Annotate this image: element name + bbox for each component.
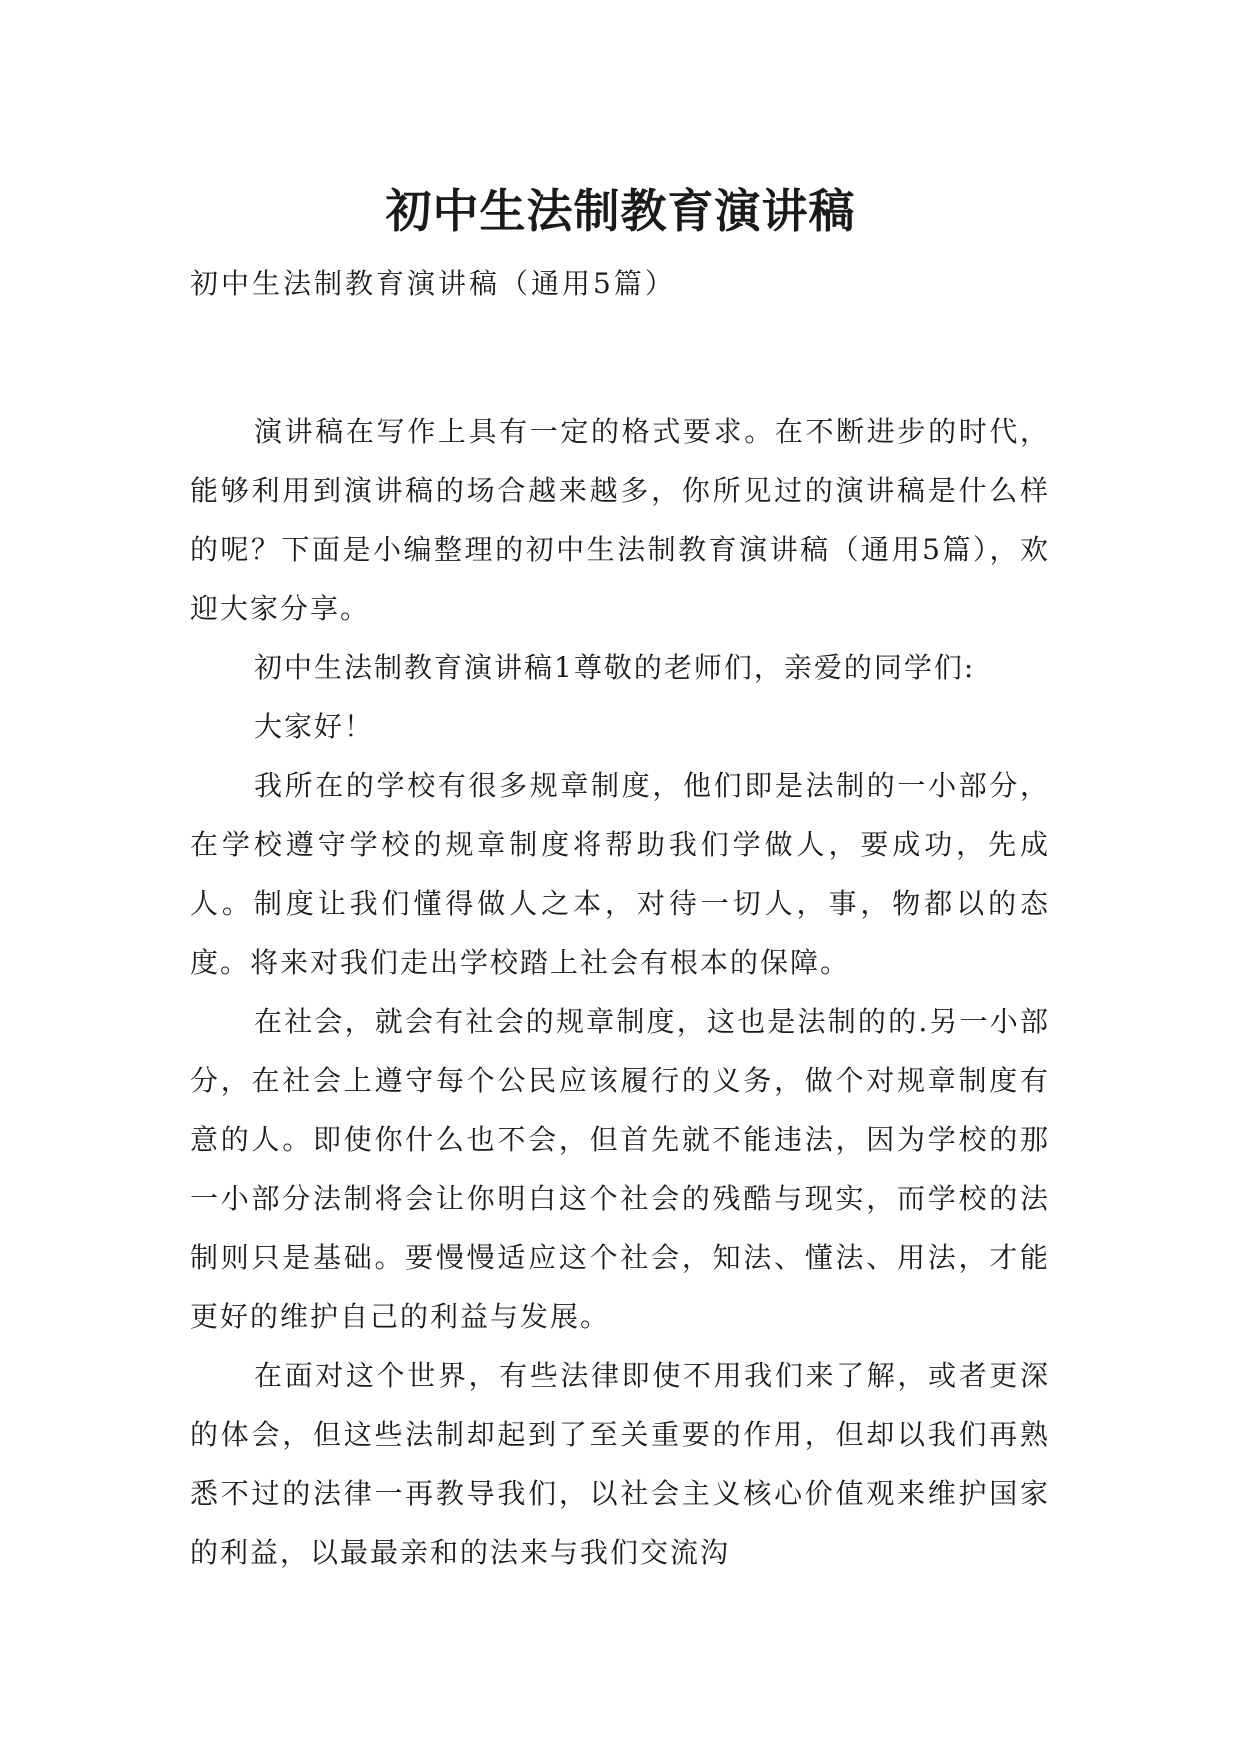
paragraph-salutation: 初中生法制教育演讲稿1尊敬的老师们，亲爱的同学们: bbox=[254, 651, 976, 684]
paragraph-school-rules: 我所在的学校有很多规章制度，他们即是法制的一小部分，在学校遵守学校的规章制度将帮助我们学做人，要成功，先成人。制度让我们懂得做人之本，对待一切人，事，物都以的态度。将来对我们走出学校踏上社会有根本的保障。 bbox=[190, 769, 1050, 979]
paragraph-world-laws: 在面对这个世界，有些法律即使不用我们来了解，或者更深的体会，但这些法制却起到了至关重要的作用，但却以我们再熟悉不过的法律一再教导我们，以社会主义核心价值观来维护国家的利益，以最最亲和的法来与我们交流沟 bbox=[190, 1359, 1050, 1569]
paragraph-society-rules: 在社会，就会有社会的规章制度，这也是法制的的.另一小部分，在社会上遵守每个公民应该履行的义务，做个对规章制度有意的人。即使你什么也不会，但首先就不能违法，因为学校的那一小部分法制将会让你明白这个社会的残酷与现实，而学校的法制则只是基础。要慢慢适应这个社会，知法、懂法、用法，才能更好的维护自己的利益与发展。 bbox=[190, 1005, 1050, 1333]
document-title: 初中生法制教育演讲稿 bbox=[385, 183, 856, 238]
paragraph-intro: 演讲稿在写作上具有一定的格式要求。在不断进步的时代，能够利用到演讲稿的场合越来越多，你所见过的演讲稿是什么样的呢？下面是小编整理的初中生法制教育演讲稿（通用5篇），欢迎大家分享。 bbox=[190, 415, 1050, 625]
document-body bbox=[190, 402, 1050, 1582]
document-subtitle: 初中生法制教育演讲稿（通用5篇） bbox=[190, 267, 676, 300]
paragraph-greeting: 大家好！ bbox=[254, 710, 375, 743]
